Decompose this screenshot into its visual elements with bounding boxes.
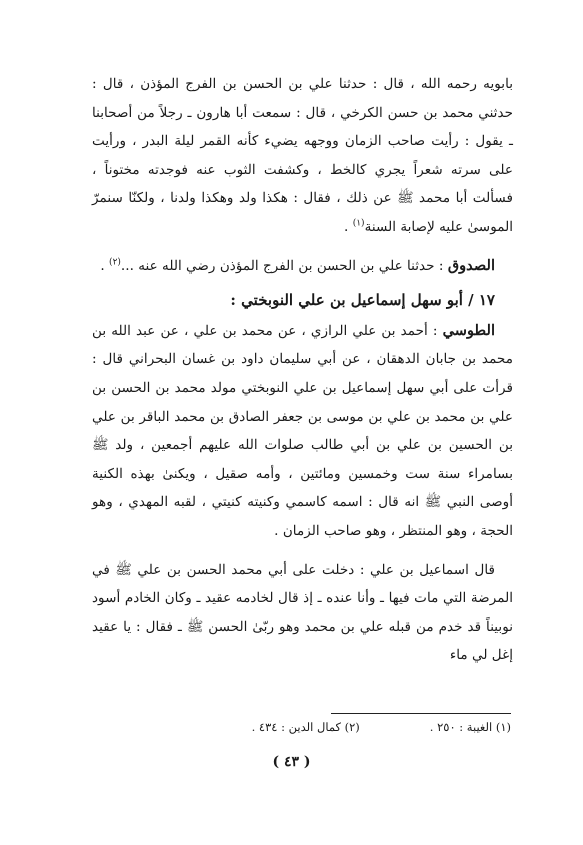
footnote-1: (١) الغيبة : ٢٥٠ . <box>429 720 511 734</box>
paragraph-2-text: : حدثنا علي بن الحسن بن الفرج المؤذن رضي الله عنه ... <box>120 257 448 274</box>
main-text <box>92 70 513 670</box>
footnote-divider <box>331 713 511 714</box>
footnote-marker-2[interactable]: (٢) <box>109 257 121 268</box>
footnote-marker-1[interactable]: (١) <box>352 218 365 229</box>
paragraph-2-end: . <box>100 257 110 274</box>
paragraph-2 <box>92 252 513 281</box>
paragraph-3-label: الطوسي <box>442 321 495 339</box>
paragraph-4: قال اسماعيل بن علي : دخلت على أبي محمد الحسن بن علي ﷺ في المرضة التي مات فيها ـ وأنا عنده ـ إذ قال لخادمه عقيد ـ وكان الخادم أسود نوبيناً قد خدم من قبله علي بن محمد وهو ربّىٰ الحسن ﷺ ـ فقال : يا عقيد إغل لي ماء <box>92 561 513 664</box>
paragraph-3 <box>92 317 513 546</box>
page-number: ( ٤٣ ) <box>272 754 311 770</box>
paragraph-1-text: بابويه رحمه الله ، قال : حدثنا علي بن الحسن بن الفرج المؤذن ، قال : حدثني محمد بن حسن الكرخي ، قال : سمعت أبا هارون ـ رجلاً من أصحابنا ـ يقول : رأيت صاحب الزمان ووجهه يضيء كأنه القمر ليلة البدر ، ورأيت على سرته شعراً يجري كالخط ، وكشفت الثوب عنه فوجدته مختوناً ، فسألت أبا محمد ﷺ عن ذلك ، فقال : هكذا ولد وهكذا ولدنا ، ولكنّا سنمرّ الموسىٰ عليه لإصابة السنة <box>92 76 513 235</box>
paragraph-3-text: : أحمد بن علي الرازي ، عن محمد بن علي ، عن عبد الله بن محمد بن جابان الدهقان ، عن أبي سليمان داود بن غسان البحراني قال : قرأت على أبي سهل إسماعيل بن علي النوبختي مولد محمد بن الحسن بن علي بن محمد بن علي بن موسى بن جعفر الصادق بن محمد الباقر بن علي بن الحسين بن علي بن أبي طالب صلوات الله عليهم أجمعين ، ولد ﷺ بسامراء سنة ست وخمسين ومائتين ، وأمه صقيل ، ويكنىٰ بهذه الكنية أوصى النبي ﷺ انه قال : اسمه كاسمي وكنيته كنيتي ، لقبه المهدي ، وهو الحجة ، وهو المنتظر ، وهو صاحب الزمان . <box>92 322 514 539</box>
paragraph-1 <box>92 70 513 242</box>
paragraph-2-label: الصدوق <box>447 256 495 274</box>
paragraph-1-end: . <box>344 218 353 235</box>
footnote-2: (٢) كمال الدين : ٤٣٤ . <box>251 720 360 734</box>
footnotes <box>80 720 511 734</box>
section-heading: ١٧ / أبو سهل إسماعيل بن علي النوبختي : <box>230 291 495 310</box>
